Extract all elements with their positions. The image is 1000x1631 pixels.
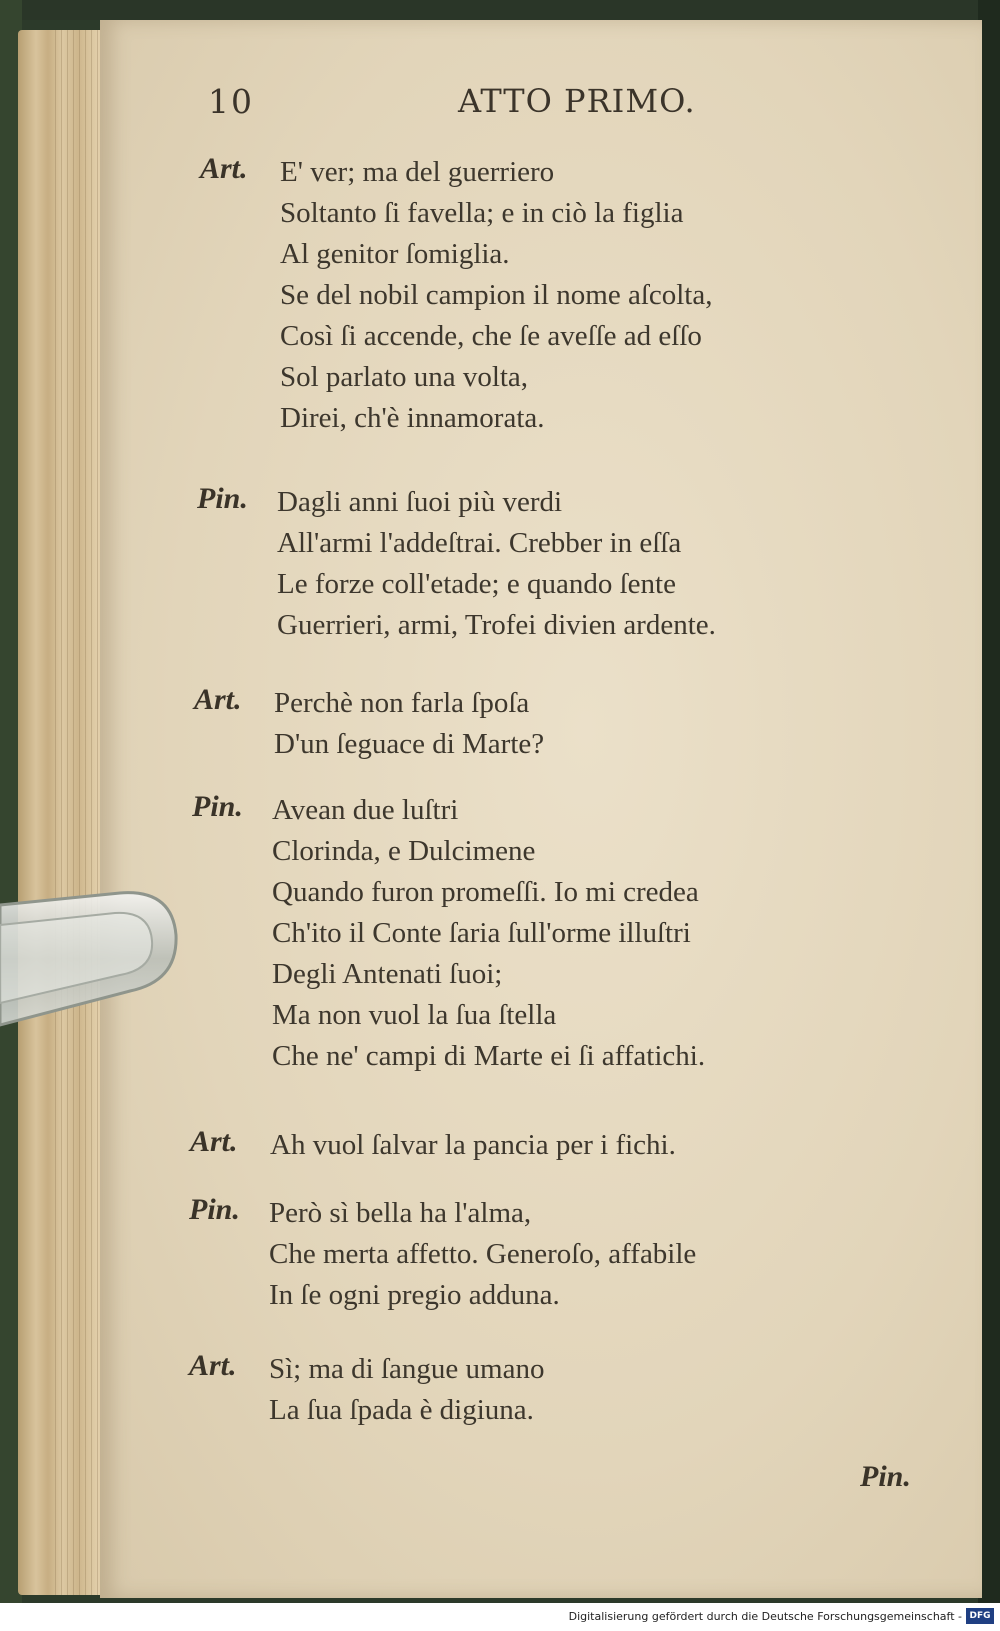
speaker-label: Art. xyxy=(189,1349,237,1382)
page-number: 10 xyxy=(208,82,254,121)
page-header: ATTO PRIMO. xyxy=(458,82,696,120)
verse-line: Ah vuol ſalvar la pancia per i fichi. xyxy=(270,1129,676,1161)
verse-line: Che merta affetto. Generoſo, affabile xyxy=(269,1238,697,1270)
verse-line: Degli Antenati ſuoi; xyxy=(272,958,503,990)
verse-line: Perchè non farla ſpoſa xyxy=(274,687,530,719)
verse-line: Sì; ma di ſangue umano xyxy=(269,1353,545,1385)
speech-lines xyxy=(272,790,705,1077)
verse-line: Se del nobil campion il nome aſcolta, xyxy=(280,279,713,311)
verse-line: All'armi l'addeſtrai. Crebber in eſſa xyxy=(277,527,682,559)
verse-line: In ſe ogni pregio adduna. xyxy=(269,1279,560,1311)
speaker-label: Pin. xyxy=(192,790,243,823)
verse-line: E' ver; ma del guerriero xyxy=(280,156,555,188)
verse-line: Sol parlato una volta, xyxy=(280,361,529,393)
verse-line: Guerrieri, armi, Trofei divien ardente. xyxy=(277,609,716,641)
speech-lines xyxy=(270,1125,676,1166)
catchword: Pin. xyxy=(860,1460,911,1493)
verse-line: D'un ſeguace di Marte? xyxy=(274,728,545,760)
speech-lines xyxy=(269,1349,544,1431)
verse-line: Ma non vuol la ſua ſtella xyxy=(272,999,557,1031)
verse-line: Però sì bella ha l'alma, xyxy=(269,1197,532,1229)
speech-lines xyxy=(280,152,712,439)
speaker-label: Art. xyxy=(190,1125,238,1158)
verse-line: Quando furon promeſſi. Io mi credea xyxy=(272,876,699,908)
speaker-label: Pin. xyxy=(189,1193,240,1226)
funding-credit: Digitalisierung gefördert durch die Deutsche Forschungsgemeinschaft - xyxy=(568,1610,962,1623)
dfg-logo: DFG xyxy=(966,1608,994,1624)
verse-line: Dagli anni ſuoi più verdi xyxy=(277,486,563,518)
speaker-label: Art. xyxy=(200,152,248,185)
running-head xyxy=(208,82,908,132)
verse-line: Ch'ito il Conte ſaria ſull'orme illuſtri xyxy=(272,917,691,949)
verse-line: Soltanto ſi favella; e in ciò la figlia xyxy=(280,197,684,229)
scan-background-top xyxy=(0,0,1000,20)
verse-line: Al genitor ſomiglia. xyxy=(280,238,510,270)
verse-line: Avean due luſtri xyxy=(272,794,459,826)
verse-line: La ſua ſpada è digiuna. xyxy=(269,1394,534,1426)
speech-lines xyxy=(277,482,716,646)
page-clip-holder xyxy=(0,885,180,1035)
verse-line: Così ſi accende, che ſe aveſſe ad eſſo xyxy=(280,320,702,352)
verse-line: Direi, ch'è innamorata. xyxy=(280,402,545,434)
speech-lines xyxy=(274,683,544,765)
footer-bar xyxy=(0,1603,1000,1631)
verse-line: Clorinda, e Dulcimene xyxy=(272,835,536,867)
speaker-label: Art. xyxy=(194,683,242,716)
speech-lines xyxy=(269,1193,696,1316)
verse-line: Che ne' campi di Marte ei ſi affatichi. xyxy=(272,1040,706,1072)
verse-line: Le forze coll'etade; e quando ſente xyxy=(277,568,676,600)
speaker-label: Pin. xyxy=(197,482,248,515)
